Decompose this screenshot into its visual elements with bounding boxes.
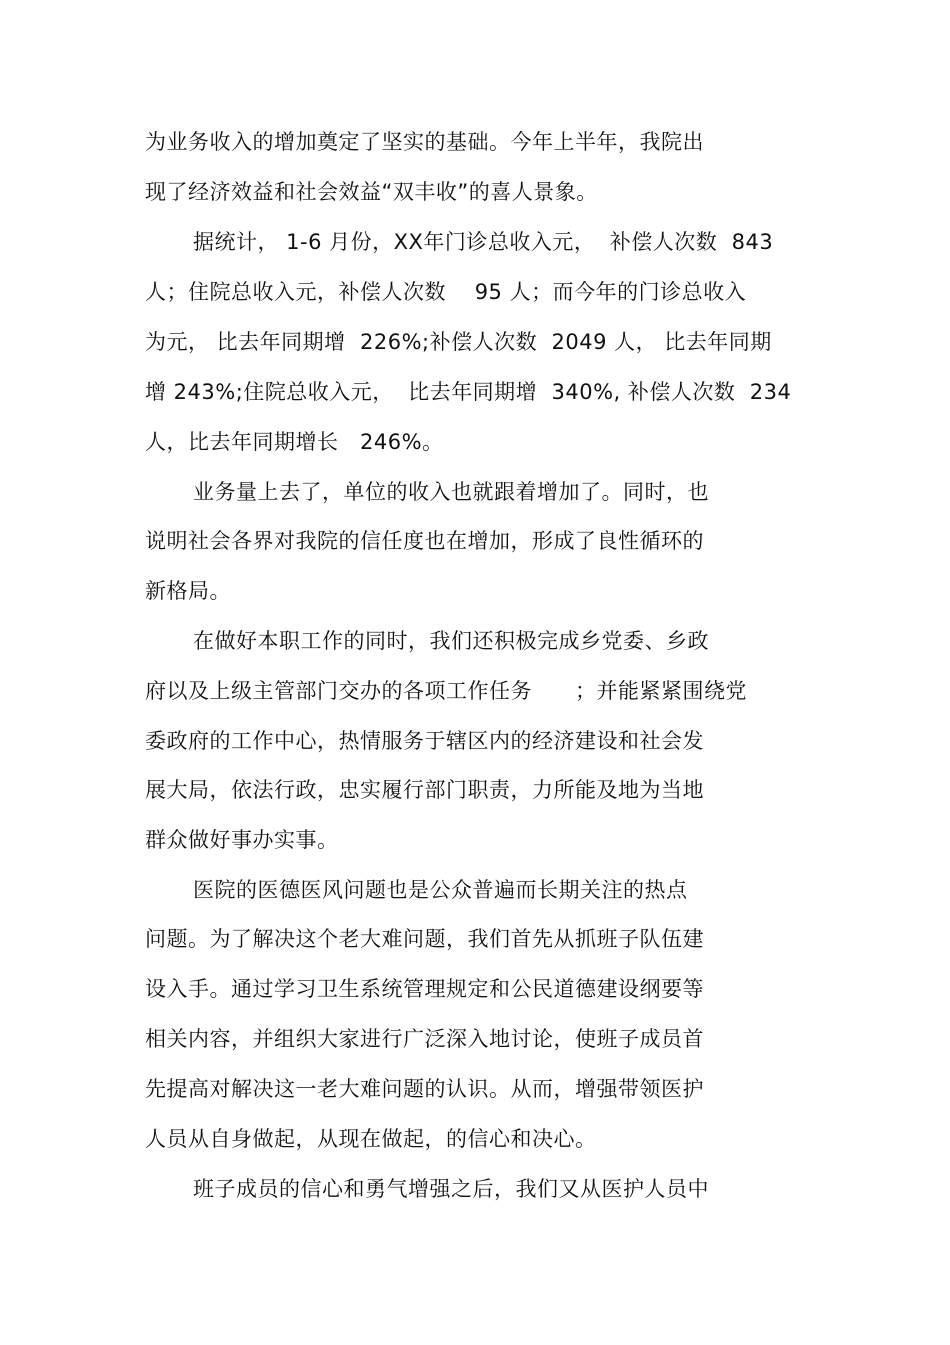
text-line: 群众做好事办实事。 [145, 828, 339, 852]
text-line: 先提高对解决这一老大难问题的认识。从而，增强带领医护 [145, 1077, 704, 1101]
text-line: 业务量上去了，单位的收入也就跟着增加了。同时，也 [193, 480, 709, 504]
text-line: 医院的医德医风问题也是公众普遍而长期关注的热点 [193, 878, 688, 902]
text-line: 设入手。通过学习卫生系统管理规定和公民道德建设纲要等 [145, 977, 704, 1001]
text-line: 据统计， 1-6 月份，XX年门诊总收入元， 补偿人次数 843 [193, 230, 774, 254]
text-line: 班子成员的信心和勇气增强之后，我们又从医护人员中 [193, 1177, 709, 1201]
text-line: 人；住院总收入元，补偿人次数 95 人；而今年的门诊总收入 [145, 280, 747, 304]
text-line: 委政府的工作中心，热情服务于辖区内的经济建设和社会发 [145, 729, 704, 753]
text-line: 新格局。 [145, 579, 231, 603]
text-line: 人，比去年同期增长 246%。 [145, 430, 444, 454]
text-line: 人员从自身做起，从现在做起，的信心和决心。 [145, 1127, 597, 1151]
text-line: 为业务收入的增加奠定了坚实的基础。今年上半年，我院出 [145, 130, 704, 154]
text-line: 展大局，依法行政，忠实履行部门职责，力所能及地为当地 [145, 778, 704, 802]
text-line: 在做好本职工作的同时，我们还积极完成乡党委、乡政 [193, 629, 709, 653]
text-line: 说明社会各界对我院的信任度也在增加，形成了良性循环的 [145, 529, 704, 553]
text-line: 现了经济效益和社会效益“双丰收”的喜人景象。 [145, 180, 598, 204]
text-line: 府以及上级主管部门交办的各项工作任务 ；并能紧紧围绕党 [145, 679, 748, 703]
text-line: 为元， 比去年同期增 226%;补偿人次数 2049 人， 比去年同期 [145, 330, 772, 354]
text-line: 问题。为了解决这个老大难问题，我们首先从抓班子队伍建 [145, 927, 704, 951]
text-line: 增 243%;住院总收入元， 比去年同期增 340%, 补偿人次数 234 [145, 380, 792, 404]
text-line: 相关内容，并组织大家进行广泛深入地讨论，使班子成员首 [145, 1027, 704, 1051]
